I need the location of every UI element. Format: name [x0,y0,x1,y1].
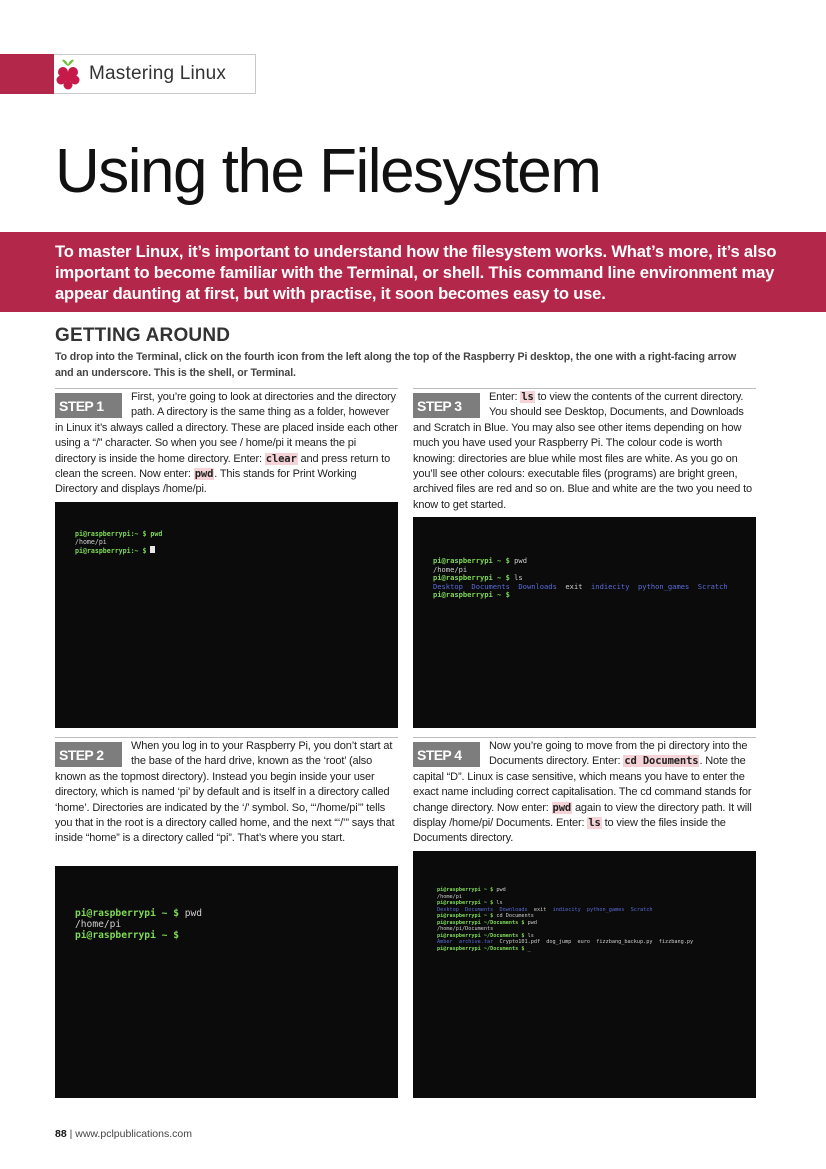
command-code: pwd [194,468,214,481]
command-code: pwd [552,801,572,814]
terminal-screenshot: pi@raspberrypi ~ $ pwd /home/pi pi@raspberrypi ~ $ ls Desktop Documents Downloads exit indiecity python_games Scratch pi@raspberrypi ~ $ cd Documents pi@raspberrypi ~/Documents $ pwd /home/pi/Documents pi@raspberrypi ~/Documents $ ls Amber archive.tar Crypto101.pdf dog_jump euro fizzbang_backup.py fizzbang.py pi@raspberrypi ~/Documents $ _ [413,851,756,1098]
step-2 [55,737,398,847]
page-number: 88 [55,1128,67,1140]
step-text: First, you’re going to look at directories and the directory path. A directory is the same thing as a folder, however in Linux it’s always called a directory. These are placed inside each other using a “/” character. So when you see / home/pi it means the pi directory is inside the home directory. Enter: clear and press return to clean the screen. Now enter: pwd. This stands for Print Working Directory and displays /home/pi. [55,391,398,496]
step-text: Now you’re going to move from the pi directory into the Documents directory. Enter: cd Documents. Note the capital “D”. Linux is case sensitive, which means you have to enter the exact name including correct capitalisation. The cd command stands for change directory. Now enter: pwd again to view the directory path. It will display /home/pi/ Documents. Enter: ls to view the files inside the Documents directory. [413,740,752,845]
step-badge: STEP 2 [55,742,122,767]
terminal-screenshot: pi@raspberrypi ~ $ pwd /home/pi pi@raspberrypi ~ $ [55,866,398,1098]
raspberry-pi-logo-icon [53,57,83,91]
terminal-screenshot: pi@raspberrypi ~ $ pwd /home/pi pi@raspberrypi ~ $ ls Desktop Documents Downloads exit indiecity python_games Scratch pi@raspberrypi ~ $ [413,517,756,728]
section-lead: To drop into the Terminal, click on the fourth icon from the left along the top of the Raspberry Pi desktop, the one with a right-facing arrow and an underscore. This is the shell, or Terminal. [55,351,737,379]
section-heading: GETTING AROUND [55,325,231,346]
section-tab [54,54,256,94]
step-badge: STEP 1 [55,393,122,418]
step-text: When you log in to your Raspberry Pi, you don’t start at the base of the hard drive, known as the ‘root’ (also known as the topmost directory). Instead you begin inside your user directory, which is named ‘pi’ by default and is itself in a directory called ‘home’. Directories are indicated by the ‘/’ symbol. So, “‘/home/pi’” tells you that in the root is a directory called home, and the next “‘/’” says that inside “home” is a directory called “pi”. That’s where you start. [55,740,395,845]
step-1 [55,388,398,498]
command-code: ls [588,817,601,830]
intro-paragraph: To master Linux, it’s important to understand how the filesystem works. What’s more, it’s also important to become familiar with the Terminal, or shell. This command line environment may appear daunting at first, but with practise, it soon becomes easy to use. [55,242,777,303]
terminal-screenshot: pi@raspberrypi:~ $ pwd /home/pi pi@raspberrypi:~ $ [55,502,398,728]
footer-website: www.pclpublications.com [75,1128,192,1140]
command-code: ls [521,391,534,403]
step-4 [413,737,756,847]
step-badge: STEP 4 [413,742,480,767]
step-3 [413,388,756,513]
page-footer [55,1128,192,1140]
section-tab-accent [0,54,54,94]
step-badge: STEP 3 [413,393,480,418]
step-text: Enter: ls to view the contents of the current directory. You should see Desktop, Documents, and Downloads and Scratch in Blue. You may also see other items depending on how much you have used your Raspberry Pi. The colour code is worth knowing: directories are blue while most files are white. As you go on you’ll see other colours: executable files (programs) are bright green, archived files are red and so on. Blue and white are the two you need to know to get started. [413,391,752,511]
footer-separator: | [69,1128,73,1140]
command-code: cd Documents [624,755,699,768]
command-code: clear [265,452,297,465]
section-title: Mastering Linux [89,63,227,84]
page-title: Using the Filesystem [55,137,601,206]
